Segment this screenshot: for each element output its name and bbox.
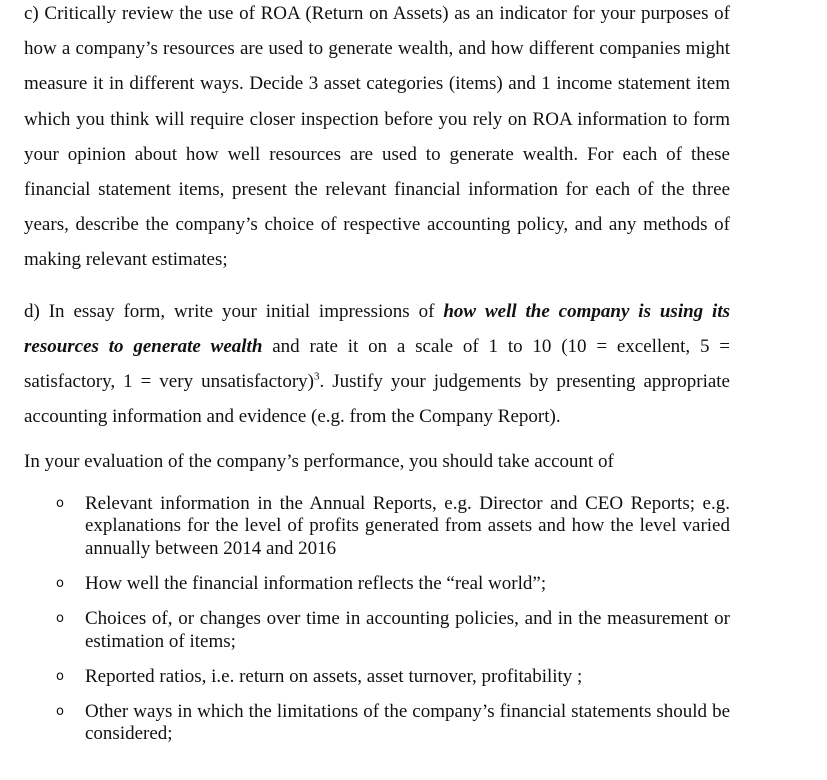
list-item — [24, 608, 730, 653]
footnote-reference[interactable]: 3 — [313, 370, 320, 383]
list-item-text: Reported ratios, i.e. return on assets, asset turnover, profitability ; — [85, 665, 583, 687]
list-item-text: How well the financial information reflects the “real world”; — [85, 572, 547, 594]
evaluation-list — [24, 493, 730, 746]
hollow-bullet-icon: o — [56, 611, 64, 627]
list-item-text: Other ways in which the limitations of the company’s financial statements should be considered; — [85, 700, 730, 745]
list-item-text: Relevant information in the Annual Reports, e.g. Director and CEO Reports; e.g. explanations for the level of profits generated from assets and how the level varied annually between 2014 and 2016 — [85, 492, 730, 559]
document-page — [24, 0, 730, 758]
section-d-prefix: d) In essay form, write your initial impressions of — [24, 300, 444, 322]
section-d-suffix: . Justify your judgements by presenting appropriate accounting information and evidence (e.g. from the Company Report). — [24, 371, 730, 428]
hollow-bullet-icon: o — [56, 575, 64, 591]
evaluation-intro: In your evaluation of the company’s performance, you should take account of — [24, 451, 614, 473]
section-d-emphasis: how well the company is using its resources to generate wealth — [24, 300, 731, 357]
hollow-bullet-icon: o — [56, 668, 64, 684]
hollow-bullet-icon: o — [56, 703, 64, 719]
list-item — [24, 701, 730, 746]
section-d-middle: and rate it on a scale of 1 to 10 (10 = excellent, 5 = satisfactory, 1 = very unsatisfactory) — [24, 335, 730, 393]
list-item-text: Choices of, or changes over time in accounting policies, and in the measurement or estimation of items; — [85, 608, 730, 652]
section-d-paragraph — [24, 294, 730, 435]
list-item — [24, 573, 730, 596]
list-item — [24, 493, 730, 561]
list-item — [24, 666, 730, 689]
hollow-bullet-icon: o — [56, 495, 64, 511]
section-c-paragraph: c) Critically review the use of ROA (Return on Assets) as an indicator for your purposes of how a company’s resources are used to generate wealth, and how different companies might measure it in different ways. Decide 3 asset categories (items) and 1 income statement item which you think will require closer inspection before you rely on ROA information to form your opinion about how well resources are used to generate wealth. For each of these financial statement items, present the relevant financial information for each of the three years, describe the company’s choice of respective accounting policy, and any methods of making relevant estimates; — [24, 3, 730, 271]
